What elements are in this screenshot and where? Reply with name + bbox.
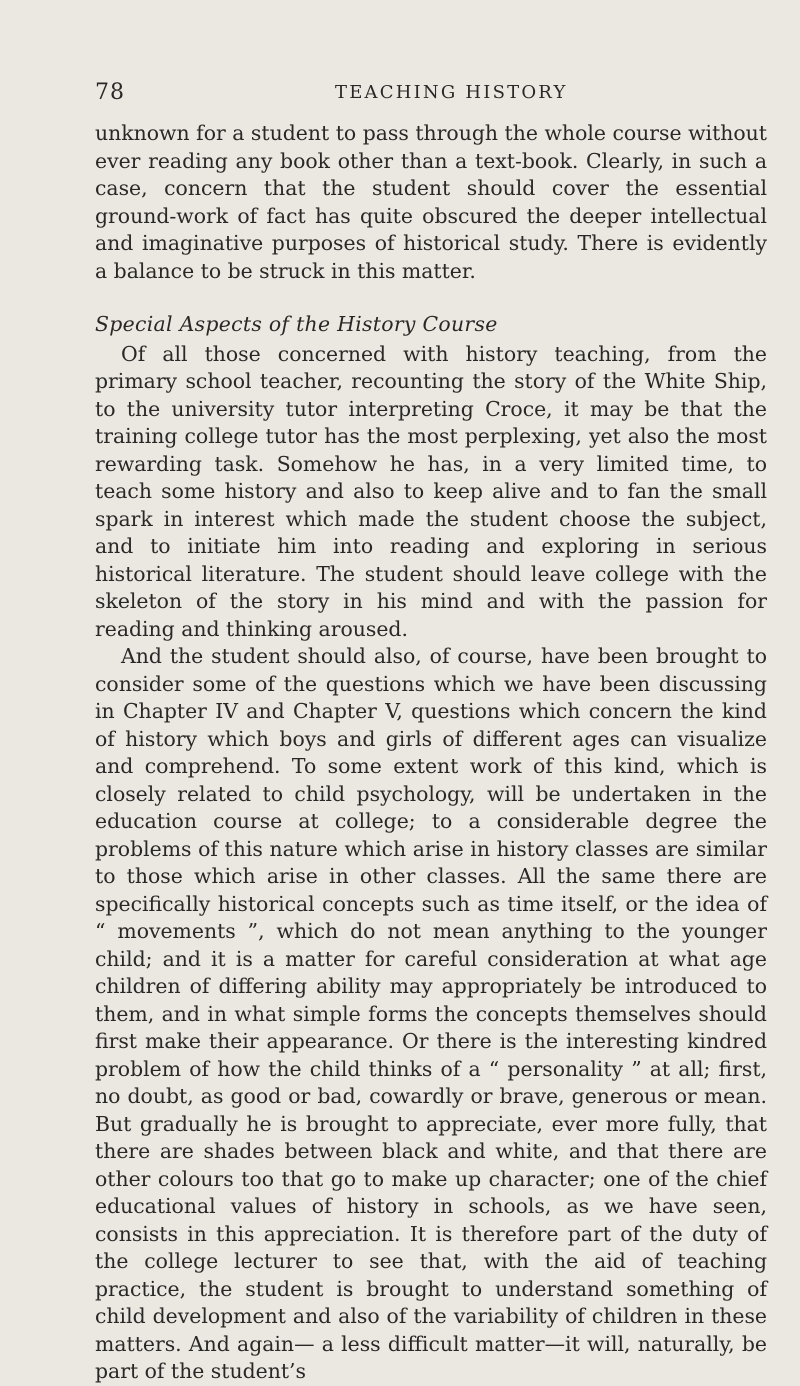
section-heading: Special Aspects of the History Course bbox=[95, 312, 498, 336]
page-number: 78 bbox=[95, 80, 125, 105]
running-title: TEACHING HISTORY bbox=[335, 82, 568, 103]
body-text bbox=[95, 120, 767, 1386]
paragraph-training-college-tutor: Of all those concerned with history teaching, from the primary school teacher, recounting the story of the White Ship, to the university tutor interpreting Croce, it may be that the training college tutor has the most perplexing, yet also the most rewarding task. Somehow he has, in a very limited time, to teach some history and also to keep alive and to fan the small spark in interest which made the student choose the subject, and to initiate him into reading and exploring in serious historical literature. The student should leave college with the skeleton of the story in his mind and with the passion for reading and thinking aroused. bbox=[95, 341, 767, 641]
paragraph-child-psychology: And the student should also, of course, have been brought to consider some of the questions which we have been discussing in Chapter IV and Chapter V, questions which concern the kind of history which boys and girls of different ages can visualize and comprehend. To some extent work of this kind, which is closely related to child psychology, will be undertaken in the education course at college; to a considerable degree the problems of this nature which arise in history classes are similar to those which arise in other classes. All the same there are specifically historical concepts such as time itself, or the idea of “ movements ”, which do not mean anything to the younger child; and it is a matter for careful consideration at what age children of differing ability may appropriately be introduced to them, and in what simple forms the concepts themselves should first make their appearance. Or there is the interesting kindred problem of how the child thinks of a “ personality ” at all; first, no doubt, as good or bad, cowardly or brave, generous or mean. But gradually he is brought to appreciate, ever more fully, that there are shades between black and white, and that there are other colours too that go to make up character; one of the chief educational values of history in schools, as we have seen, consists in this appreciation. It is therefore part of the duty of the college lecturer to see that, with the aid of teaching practice, the student is brought to understand something of child development and also of the variability of children in these matters. And again— a less difficult matter—it will, naturally, be part of the student’s bbox=[95, 644, 767, 1383]
page-header bbox=[95, 80, 765, 110]
paragraph-continuation: unknown for a student to pass through the whole course without ever reading any book other than a text-book. Clearly, in such a case, concern that the student should cover the essential ground-work of fact has quite obscured the deeper intellectual and imaginative purposes of historical study. There is evidently a balance to be struck in this matter. bbox=[95, 121, 767, 283]
